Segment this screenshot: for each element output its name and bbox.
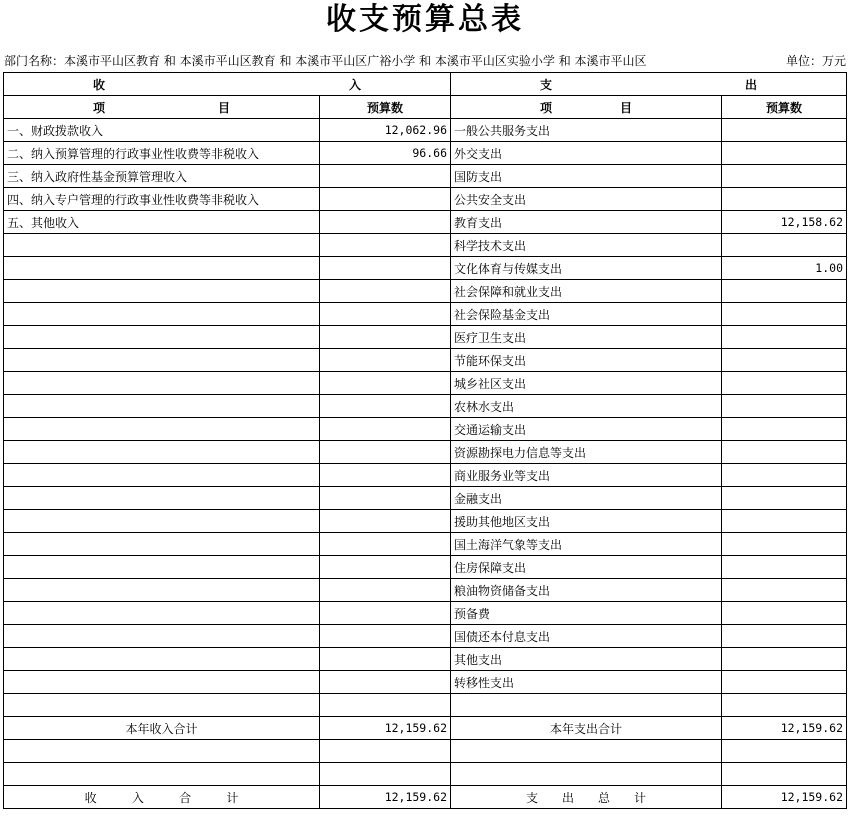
grand-income-total-label[interactable] bbox=[4, 786, 320, 809]
table-row bbox=[4, 510, 847, 533]
total-label-char: 收 bbox=[84, 790, 97, 805]
page-title: 收支预算总表 bbox=[326, 2, 524, 37]
expense-item-cell[interactable]: 预备费 bbox=[451, 602, 722, 625]
income-item-cell[interactable]: 一、财政拨款收入 bbox=[4, 119, 320, 142]
year-income-total-label[interactable]: 本年收入合计 bbox=[4, 717, 320, 740]
total-label-char: 合 bbox=[179, 790, 192, 805]
expense-amount-cell[interactable] bbox=[722, 395, 847, 418]
blank-row bbox=[4, 740, 847, 763]
income-header[interactable]: 收 入 bbox=[4, 73, 451, 96]
total-label-char: 总 bbox=[597, 790, 610, 805]
income-item-cell[interactable] bbox=[4, 418, 320, 441]
total-label-char: 入 bbox=[131, 790, 144, 805]
income-item-cell[interactable]: 四、纳入专户管理的行政事业性收费等非税收入 bbox=[4, 188, 320, 211]
expense-amount-cell[interactable] bbox=[722, 579, 847, 602]
expense-header[interactable]: 支 出 bbox=[451, 73, 847, 96]
blank-cell[interactable] bbox=[451, 740, 722, 763]
expense-item-cell[interactable]: 社会保障和就业支出 bbox=[451, 280, 722, 303]
header-row-group bbox=[4, 73, 847, 96]
expense-amount-cell[interactable] bbox=[722, 234, 847, 257]
expense-item-cell[interactable]: 国土海洋气象等支出 bbox=[451, 533, 722, 556]
blank-cell[interactable] bbox=[320, 763, 451, 786]
income-item-cell[interactable] bbox=[4, 395, 320, 418]
budget-table bbox=[3, 72, 847, 809]
grand-expense-total-amount[interactable]: 12,159.62 bbox=[722, 786, 847, 809]
expense-amount-cell[interactable] bbox=[722, 349, 847, 372]
table-row bbox=[4, 142, 847, 165]
grand-expense-total-label[interactable] bbox=[451, 786, 722, 809]
income-item-cell[interactable] bbox=[4, 280, 320, 303]
blank-row bbox=[4, 763, 847, 786]
income-item-cell[interactable] bbox=[4, 625, 320, 648]
income-amount-cell[interactable]: 96.66 bbox=[320, 142, 451, 165]
income-item-cell[interactable]: 五、其他收入 bbox=[4, 211, 320, 234]
income-item-cell[interactable] bbox=[4, 464, 320, 487]
income-item-header[interactable]: 项 目 bbox=[4, 96, 320, 119]
expense-amount-cell[interactable] bbox=[722, 418, 847, 441]
table-row bbox=[4, 395, 847, 418]
income-amount-cell[interactable] bbox=[320, 510, 451, 533]
income-item-cell[interactable]: 三、纳入政府性基金预算管理收入 bbox=[4, 165, 320, 188]
table-row bbox=[4, 372, 847, 395]
income-item-cell[interactable] bbox=[4, 579, 320, 602]
expense-amount-cell[interactable] bbox=[722, 671, 847, 694]
table-row bbox=[4, 533, 847, 556]
expense-amount-cell[interactable] bbox=[722, 280, 847, 303]
expense-item-cell[interactable]: 其他支出 bbox=[451, 648, 722, 671]
income-amount-cell[interactable] bbox=[320, 326, 451, 349]
expense-amount-cell[interactable]: 1.00 bbox=[722, 257, 847, 280]
total-label-char: 支 bbox=[525, 790, 538, 805]
blank-cell[interactable] bbox=[451, 763, 722, 786]
table-row bbox=[4, 349, 847, 372]
income-amount-cell[interactable] bbox=[320, 441, 451, 464]
expense-amount-cell[interactable] bbox=[722, 188, 847, 211]
table-row bbox=[4, 625, 847, 648]
expense-amount-cell[interactable] bbox=[722, 602, 847, 625]
table-row bbox=[4, 211, 847, 234]
income-item-cell[interactable] bbox=[4, 556, 320, 579]
unit-label: 单位：万元 bbox=[785, 54, 846, 68]
income-amount-cell[interactable] bbox=[320, 464, 451, 487]
expense-item-cell[interactable]: 城乡社区支出 bbox=[451, 372, 722, 395]
expense-amount-cell[interactable] bbox=[722, 533, 847, 556]
year-expense-total-amount[interactable]: 12,159.62 bbox=[722, 717, 847, 740]
total-label-char: 出 bbox=[561, 790, 574, 805]
expense-item-cell[interactable]: 外交支出 bbox=[451, 142, 722, 165]
income-amount-cell[interactable] bbox=[320, 602, 451, 625]
table-row bbox=[4, 648, 847, 671]
income-amount-cell[interactable] bbox=[320, 211, 451, 234]
grand-total-row bbox=[4, 786, 847, 809]
header-row-columns bbox=[4, 96, 847, 119]
expense-amount-cell[interactable] bbox=[722, 648, 847, 671]
income-amount-cell[interactable] bbox=[320, 234, 451, 257]
blank-cell[interactable] bbox=[722, 763, 847, 786]
income-item-cell[interactable] bbox=[4, 533, 320, 556]
table-row bbox=[4, 441, 847, 464]
expense-item-cell[interactable]: 援助其他地区支出 bbox=[451, 510, 722, 533]
blank-cell[interactable] bbox=[320, 740, 451, 763]
expense-item-cell[interactable]: 交通运输支出 bbox=[451, 418, 722, 441]
income-amount-cell[interactable] bbox=[320, 625, 451, 648]
income-amount-cell[interactable] bbox=[320, 395, 451, 418]
table-row bbox=[4, 579, 847, 602]
table-row bbox=[4, 303, 847, 326]
table-row bbox=[4, 418, 847, 441]
table-row bbox=[4, 671, 847, 694]
income-amount-cell[interactable] bbox=[320, 487, 451, 510]
table-row bbox=[4, 487, 847, 510]
table-row bbox=[4, 165, 847, 188]
expense-item-cell[interactable]: 资源勘探电力信息等支出 bbox=[451, 441, 722, 464]
income-item-cell[interactable] bbox=[4, 694, 320, 717]
income-amount-cell[interactable] bbox=[320, 671, 451, 694]
income-amount-cell[interactable] bbox=[320, 280, 451, 303]
income-item-cell[interactable] bbox=[4, 303, 320, 326]
expense-amount-cell[interactable] bbox=[722, 510, 847, 533]
expense-amount-cell[interactable] bbox=[722, 464, 847, 487]
expense-amount-cell[interactable] bbox=[722, 625, 847, 648]
expense-amount-cell[interactable] bbox=[722, 142, 847, 165]
income-amount-cell[interactable]: 12,062.96 bbox=[320, 119, 451, 142]
income-item-cell[interactable] bbox=[4, 257, 320, 280]
year-income-total-amount[interactable]: 12,159.62 bbox=[320, 717, 451, 740]
table-row bbox=[4, 464, 847, 487]
table-row bbox=[4, 694, 847, 717]
income-item-cell[interactable] bbox=[4, 671, 320, 694]
expense-item-cell[interactable]: 国防支出 bbox=[451, 165, 722, 188]
income-item-cell[interactable] bbox=[4, 349, 320, 372]
income-amount-cell[interactable] bbox=[320, 303, 451, 326]
table-row bbox=[4, 280, 847, 303]
income-amount-cell[interactable] bbox=[320, 556, 451, 579]
expense-amount-cell[interactable] bbox=[722, 165, 847, 188]
income-item-cell[interactable]: 二、纳入预算管理的行政事业性收费等非税收入 bbox=[4, 142, 320, 165]
expense-item-cell[interactable]: 转移性支出 bbox=[451, 671, 722, 694]
expense-budget-header[interactable]: 预算数 bbox=[722, 96, 847, 119]
expense-item-cell[interactable]: 粮油物资储备支出 bbox=[451, 579, 722, 602]
grand-income-total-amount[interactable]: 12,159.62 bbox=[320, 786, 451, 809]
expense-amount-cell[interactable] bbox=[722, 556, 847, 579]
expense-item-cell[interactable]: 医疗卫生支出 bbox=[451, 326, 722, 349]
blank-cell[interactable] bbox=[722, 740, 847, 763]
blank-cell[interactable] bbox=[4, 763, 320, 786]
expense-item-cell[interactable]: 科学技术支出 bbox=[451, 234, 722, 257]
income-item-cell[interactable] bbox=[4, 510, 320, 533]
income-item-cell[interactable] bbox=[4, 602, 320, 625]
income-item-cell[interactable] bbox=[4, 441, 320, 464]
expense-amount-cell[interactable] bbox=[722, 303, 847, 326]
income-amount-cell[interactable] bbox=[320, 579, 451, 602]
year-total-row bbox=[4, 717, 847, 740]
income-amount-cell[interactable] bbox=[320, 188, 451, 211]
income-amount-cell[interactable] bbox=[320, 372, 451, 395]
income-amount-cell[interactable] bbox=[320, 418, 451, 441]
total-label-char: 计 bbox=[226, 790, 239, 805]
expense-amount-cell[interactable] bbox=[722, 487, 847, 510]
expense-amount-cell[interactable] bbox=[722, 326, 847, 349]
income-amount-cell[interactable] bbox=[320, 648, 451, 671]
expense-amount-cell[interactable]: 12,158.62 bbox=[722, 211, 847, 234]
expense-item-cell[interactable] bbox=[451, 694, 722, 717]
table-row bbox=[4, 188, 847, 211]
table-row bbox=[4, 556, 847, 579]
income-amount-cell[interactable] bbox=[320, 165, 451, 188]
expense-amount-cell[interactable] bbox=[722, 119, 847, 142]
income-item-cell[interactable] bbox=[4, 487, 320, 510]
year-expense-total-label[interactable]: 本年支出合计 bbox=[451, 717, 722, 740]
expense-amount-cell[interactable] bbox=[722, 372, 847, 395]
expense-amount-cell[interactable] bbox=[722, 441, 847, 464]
income-item-cell[interactable] bbox=[4, 372, 320, 395]
expense-amount-cell[interactable] bbox=[722, 694, 847, 717]
total-label-char: 计 bbox=[633, 790, 646, 805]
table-row bbox=[4, 257, 847, 280]
income-item-cell[interactable] bbox=[4, 326, 320, 349]
expense-item-cell[interactable]: 一般公共服务支出 bbox=[451, 119, 722, 142]
income-amount-cell[interactable] bbox=[320, 533, 451, 556]
expense-item-cell[interactable]: 金融支出 bbox=[451, 487, 722, 510]
expense-item-cell[interactable]: 节能环保支出 bbox=[451, 349, 722, 372]
expense-item-cell[interactable]: 公共安全支出 bbox=[451, 188, 722, 211]
income-amount-cell[interactable] bbox=[320, 257, 451, 280]
income-item-cell[interactable] bbox=[4, 234, 320, 257]
expense-item-cell[interactable]: 国债还本付息支出 bbox=[451, 625, 722, 648]
expense-item-cell[interactable]: 农林水支出 bbox=[451, 395, 722, 418]
table-row bbox=[4, 602, 847, 625]
table-row bbox=[4, 326, 847, 349]
expense-item-cell[interactable]: 社会保险基金支出 bbox=[451, 303, 722, 326]
income-amount-cell[interactable] bbox=[320, 349, 451, 372]
income-item-cell[interactable] bbox=[4, 648, 320, 671]
expense-item-cell[interactable]: 文化体育与传媒支出 bbox=[451, 257, 722, 280]
blank-cell[interactable] bbox=[4, 740, 320, 763]
table-row bbox=[4, 119, 847, 142]
department-name: 部门名称：本溪市平山区教育 和 本溪市平山区教育 和 本溪市平山区广裕小学 和 本溪市平山区实验小学 和 本溪市平山区 bbox=[4, 54, 647, 68]
expense-item-cell[interactable]: 住房保障支出 bbox=[451, 556, 722, 579]
income-budget-header[interactable]: 预算数 bbox=[320, 96, 451, 119]
expense-item-cell[interactable]: 教育支出 bbox=[451, 211, 722, 234]
table-row bbox=[4, 234, 847, 257]
expense-item-cell[interactable]: 商业服务业等支出 bbox=[451, 464, 722, 487]
meta-line bbox=[4, 52, 846, 70]
expense-item-header[interactable]: 项 目 bbox=[451, 96, 722, 119]
income-amount-cell[interactable] bbox=[320, 694, 451, 717]
